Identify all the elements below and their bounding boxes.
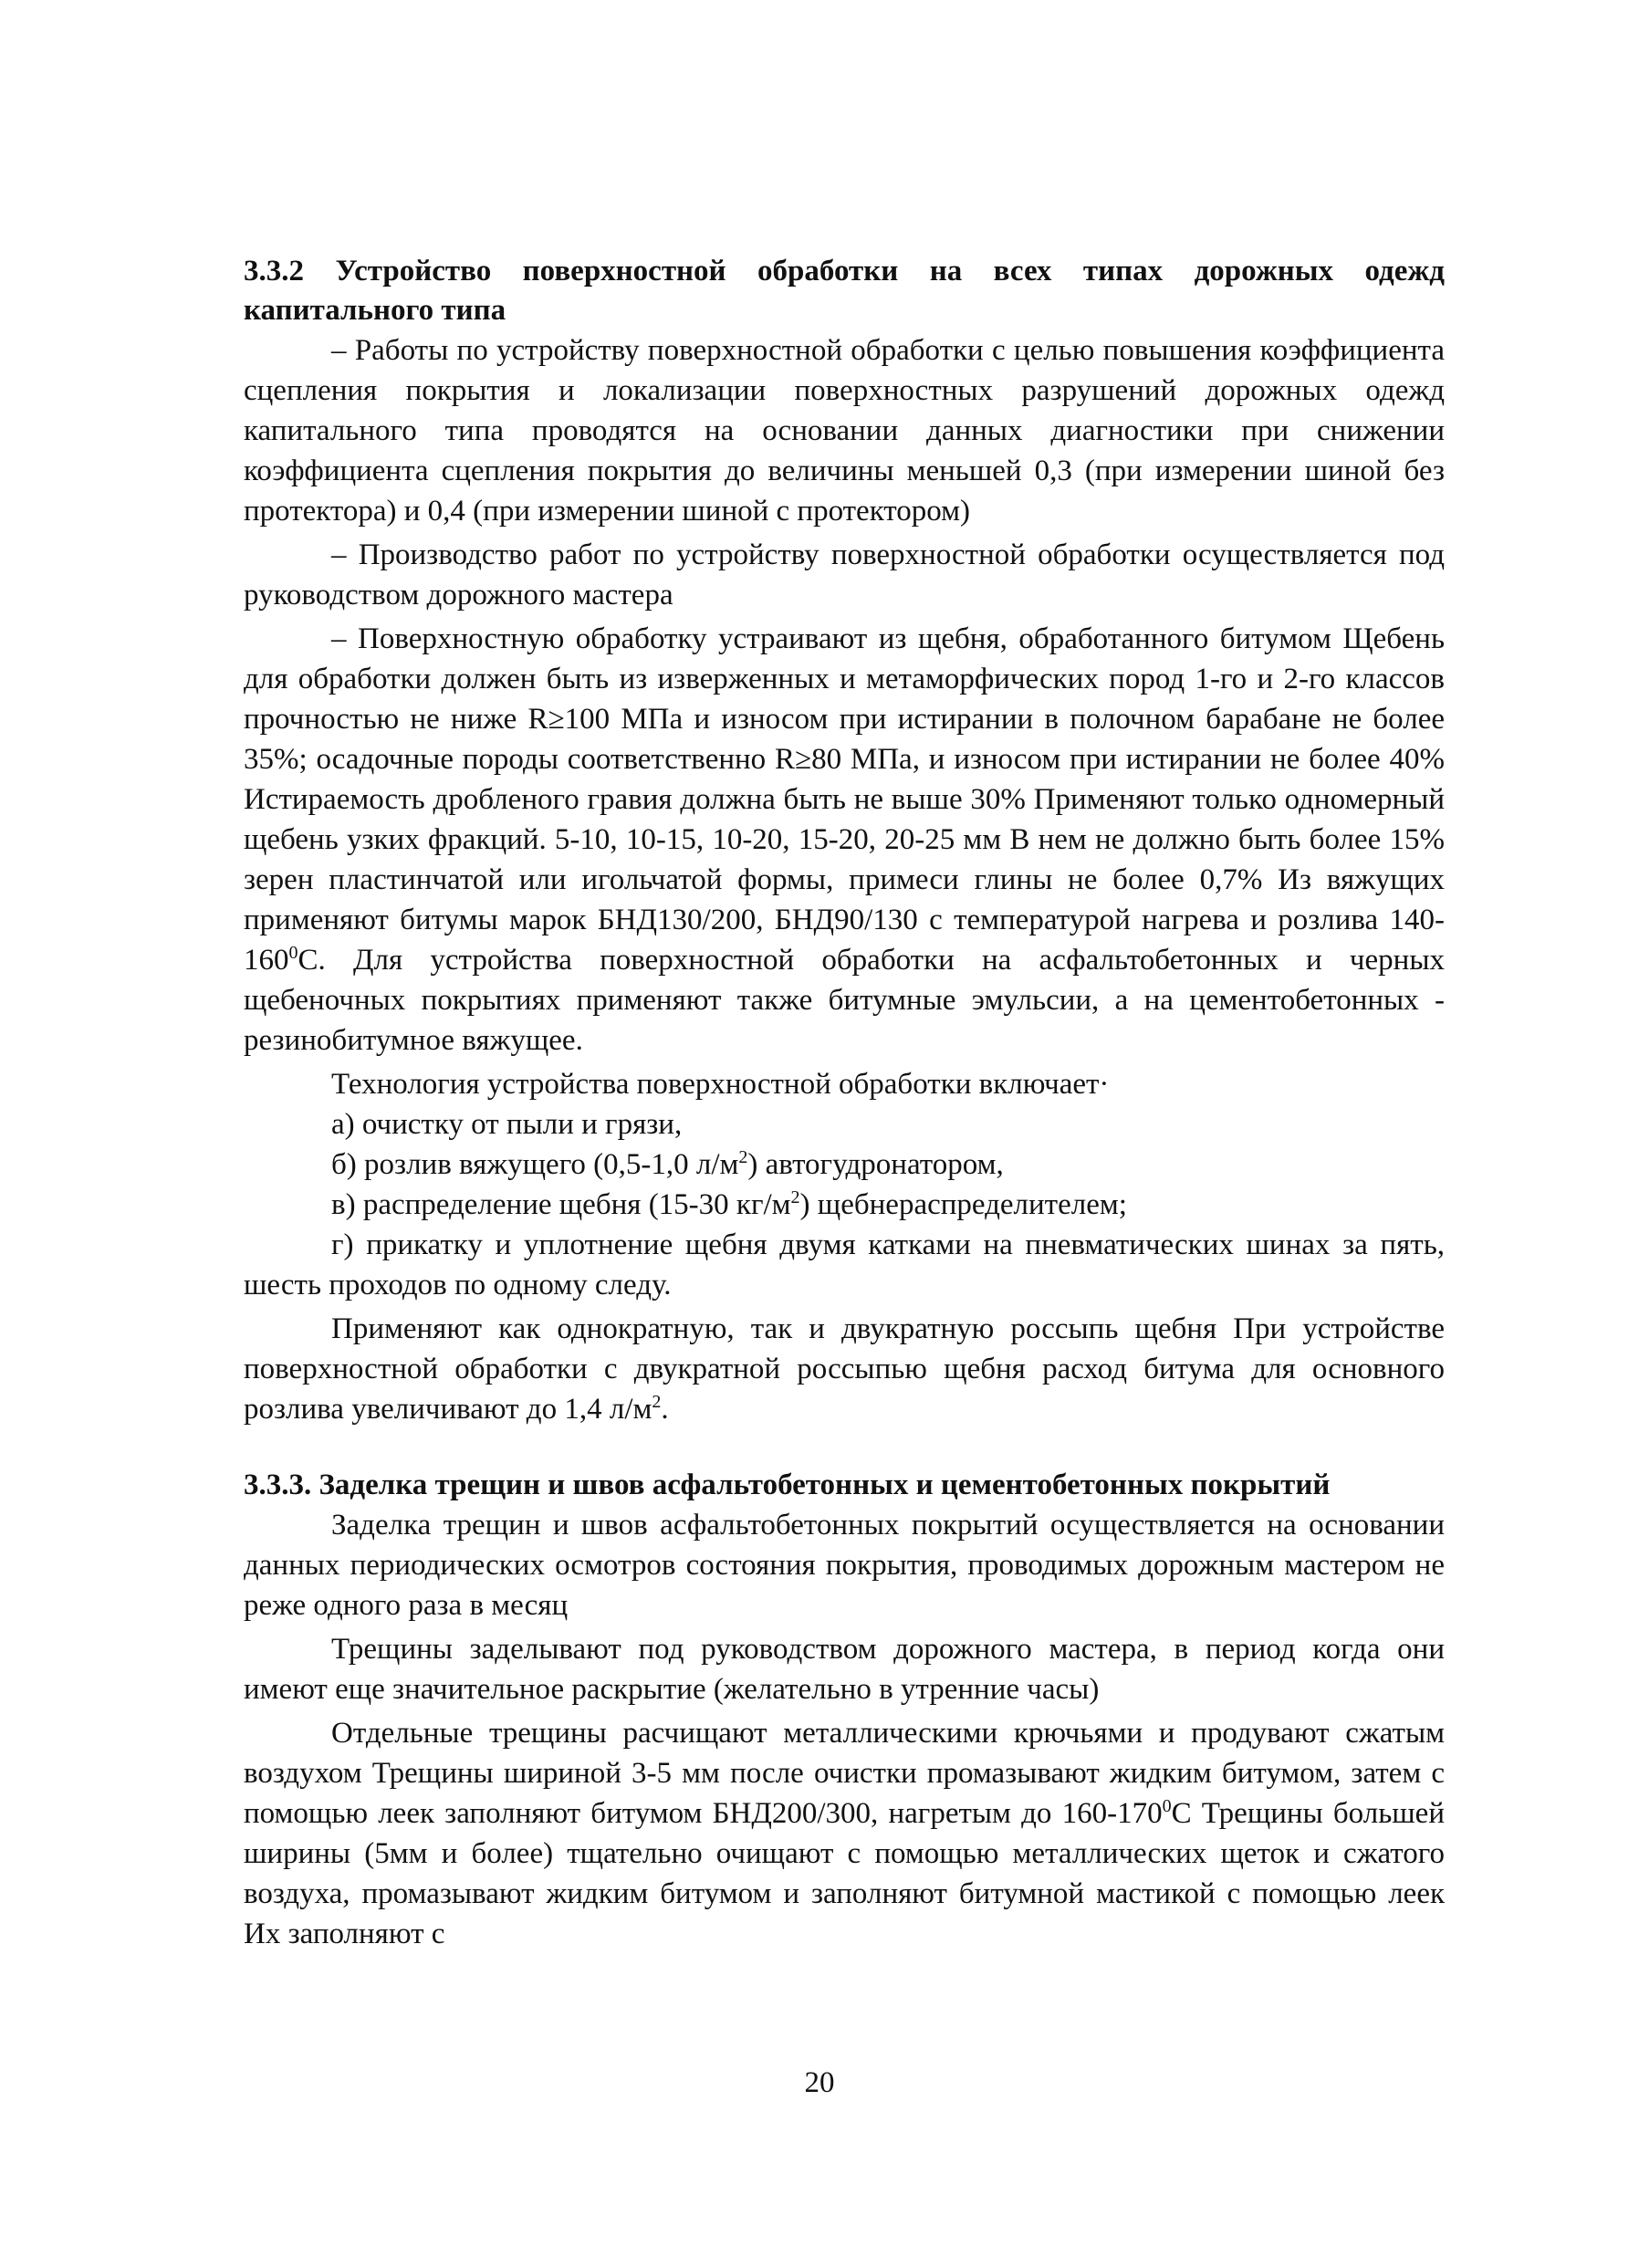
paragraph-text: С Трещины большей ширины (5мм и более) тщательно очищают с помощью металлических щеток и сжатого воздуха, промазывают жидким битумом и заполняют битумной мастикой с помощью леек Их заполняют с	[244, 1797, 1445, 1950]
page-number: 20	[804, 2066, 835, 2099]
paragraph-text: .	[661, 1393, 669, 1426]
paragraph: – Производство работ по устройству поверхностной обработки осуществляется под руководством дорожного мастера	[244, 538, 1445, 611]
list-item: г) прикатку и уплотнение щебня двумя катками на пневматических шинах за пять, шесть проходов по одному следу.	[244, 1228, 1445, 1301]
list-item-text: ) автогудронатором,	[747, 1148, 1004, 1181]
paragraph-text: Применяют как однократную, так и двукратную россыпь щебня При устройстве поверхностной обработки с двукратной россыпью щебня расход битума для основного розлива увеличивают до 1,4 л/м	[244, 1312, 1445, 1426]
section-heading-3-3-2: 3.3.2 Устройство поверхностной обработки на всех типах дорожных одежд капитального типа	[244, 255, 1445, 327]
paragraph	[244, 619, 1445, 1061]
section-heading-3-3-3: 3.3.3. Заделка трещин и швов асфальтобетонных и цементобетонных покрытий	[244, 1468, 1331, 1501]
superscript: 0	[288, 943, 298, 963]
superscript: 0	[1162, 1796, 1172, 1816]
paragraph: Заделка трещин и швов асфальтобетонных покрытий осуществляется на основании данных периодических осмотров состояния покрытия, проводимых дорожным мастером не реже одного раза в месяц	[244, 1509, 1445, 1622]
paragraph: Технология устройства поверхностной обработки включает·	[331, 1068, 1110, 1101]
list-item	[244, 1144, 1445, 1185]
paragraph-text: С. Для устройства поверхностной обработки на асфальтобетонных и черных щебеночных покрытиях применяют также битумные эмульсии, а на цементобетонных - резинобитумное вяжущее.	[244, 944, 1445, 1057]
list-item-text: б) розлив вяжущего (0,5-1,0 л/м	[331, 1148, 739, 1181]
paragraph-text: – Поверхностную обработку устраивают из щебня, обработанного битумом Щебень для обработки должен быть из изверженных и метаморфических пород 1-го и 2-го классов прочностью не ниже R≥100 МПа и износом при истирании в полочном барабане не более 35%; осадочные породы соответственно R≥80 МПа, и износом при истирании не более 40% Истираемость дробленого гравия должна быть не выше 30% Применяют только одномерный щебень узких фракций. 5-10, 10-15, 10-20, 15-20, 20-25 мм В нем не должно быть более 15% зерен пластинчатой или игольчатой формы, примеси глины не более 0,7% Из вяжущих применяют битумы марок БНД130/200, БНД90/130 с температурой нагрева и розлива 140-160	[244, 622, 1445, 977]
superscript: 2	[790, 1187, 800, 1207]
paragraph: – Работы по устройству поверхностной обработки с целью повышения коэффициента сцепления покрытия и локализации поверхностных разрушений дорожных одежд капитального типа проводятся на основании данных диагностики при снижении коэффициента сцепления покрытия до величины меньшей 0,3 (при измерении шиной без протектора) и 0,4 (при измерении шиной с протектором)	[244, 334, 1445, 528]
list-item	[244, 1185, 1445, 1225]
paragraph	[244, 1309, 1445, 1429]
list-item: а) очистку от пыли и грязи,	[331, 1108, 683, 1141]
paragraph	[244, 1713, 1445, 1954]
paragraph-text: Отдельные трещины расчищают металлическими крючьями и продувают сжатым воздухом Трещины шириной 3-5 мм после очистки промазывают жидким битумом, затем с помощью леек заполняют битумом БНД200/300, нагретым до 160-170	[244, 1717, 1445, 1830]
list-item-text: в) распределение щебня (15-30 кг/м	[331, 1188, 791, 1221]
superscript: 2	[652, 1392, 662, 1412]
paragraph: Трещины заделывают под руководством дорожного мастера, в период когда они имеют еще значительное раскрытие (желательно в утренние часы)	[244, 1633, 1445, 1706]
list-item-text: ) щебнераспределителем;	[799, 1188, 1127, 1221]
page-content	[244, 252, 1445, 1954]
superscript: 2	[738, 1147, 748, 1167]
